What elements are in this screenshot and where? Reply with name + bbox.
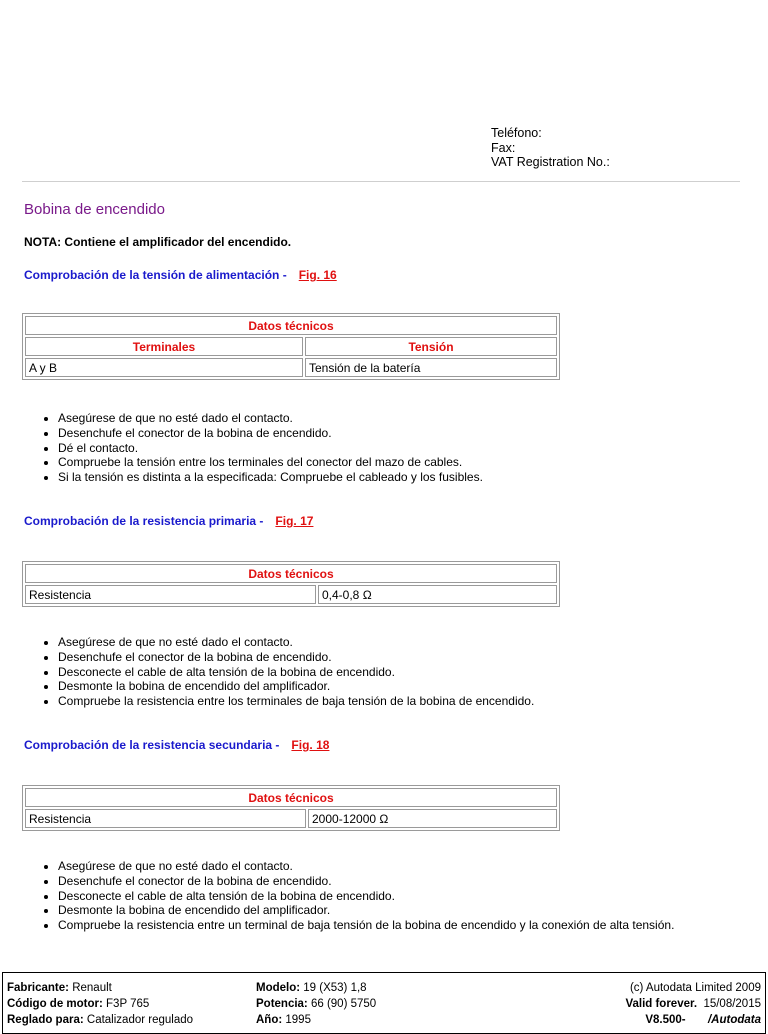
section-heading-text: Comprobación de la resistencia primaria - (24, 514, 264, 528)
fig-16-link[interactable]: Fig. 16 (298, 268, 337, 282)
table-cell: 2000-12000 Ω (308, 809, 557, 828)
list-item: • Desconecte el cable de alta tensión de la bobina de encendido. (58, 665, 534, 680)
list-item: • Si la tensión es distinta a la especificada: Compruebe el cableado y los fusibles. (58, 470, 483, 485)
column-header: Terminales (25, 337, 303, 356)
tech-data-table (22, 313, 560, 380)
section-heading-primary-resistance (24, 514, 313, 528)
vat-label: VAT Registration No.: (491, 155, 610, 170)
list-item: • Compruebe la tensión entre los terminales del conector del mazo de cables. (58, 455, 483, 470)
fabricante-value: Renault (72, 982, 112, 994)
list-item: • Desmonte la bobina de encendido del amplificador. (58, 903, 674, 918)
divider (22, 181, 740, 182)
fax-label: Fax: (491, 140, 516, 155)
ano-label: Año: (256, 1014, 283, 1026)
table-cell: Tensión de la batería (305, 358, 557, 377)
reglado-value: Catalizador regulado (86, 1014, 194, 1026)
list-item: • Asegúrese de que no esté dado el contacto. (58, 411, 483, 426)
section-heading-secondary-resistance (24, 738, 329, 752)
page-title: Bobina de encendido (24, 201, 165, 218)
list-item: • Asegúrese de que no esté dado el contacto. (58, 859, 674, 874)
valid-date: 15/08/2015 (703, 998, 761, 1010)
modelo-label: Modelo: (256, 982, 301, 994)
column-header: Tensión (305, 337, 557, 356)
reglado-label: Reglado para: (7, 1014, 84, 1026)
list-item: • Compruebe la resistencia entre un terminal de baja tensión de la bobina de encendido y la conexión de alta tensión. (58, 918, 674, 933)
list-item: • Desmonte la bobina de encendido del amplificador. (58, 679, 534, 694)
list-item: • Desenchufe el conector de la bobina de encendido. (58, 874, 674, 889)
section-heading-supply-voltage (24, 268, 337, 282)
list-item: • Asegúrese de que no esté dado el contacto. (58, 635, 534, 650)
table-cell: A y B (25, 358, 303, 377)
version: V8.500- (645, 1014, 686, 1026)
copyright: (c) Autodata Limited 2009 (629, 982, 761, 994)
steps-list (24, 411, 483, 485)
list-item: • Desconecte el cable de alta tensión de la bobina de encendido. (58, 889, 674, 904)
table-caption: Datos técnicos (25, 564, 557, 583)
list-item: • Compruebe la resistencia entre los terminales de baja tensión de la bobina de encendido. (58, 694, 534, 709)
modelo-value: 19 (X53) 1,8 (303, 982, 367, 994)
fabricante-label: Fabricante: (7, 982, 69, 994)
footer (2, 972, 766, 1034)
table-caption: Datos técnicos (25, 316, 557, 335)
fig-18-link[interactable]: Fig. 18 (291, 738, 330, 752)
fig-17-link[interactable]: Fig. 17 (275, 514, 314, 528)
contact-block (491, 126, 610, 170)
codigo-label: Código de motor: (7, 998, 103, 1010)
table-caption: Datos técnicos (25, 788, 557, 807)
note: NOTA: Contiene el amplificador del encendido. (24, 235, 292, 249)
footer-vehicle (7, 980, 193, 1028)
telefono-label: Teléfono: (491, 126, 542, 140)
footer-model (256, 980, 376, 1028)
codigo-value: F3P 765 (106, 998, 150, 1010)
section-heading-text: Comprobación de la tensión de alimentación - (24, 268, 287, 282)
list-item: • Desenchufe el conector de la bobina de encendido. (58, 426, 483, 441)
list-item: • Dé el contacto. (58, 441, 483, 456)
steps-list (24, 635, 534, 709)
autodata-logo: /Autodata (707, 1014, 761, 1026)
valid-label: Valid forever. (625, 998, 698, 1010)
table-cell: 0,4-0,8 Ω (318, 585, 557, 604)
potencia-label: Potencia: (256, 998, 308, 1010)
potencia-value: 66 (90) 5750 (310, 998, 377, 1010)
footer-copyright (625, 980, 761, 1028)
table-cell: Resistencia (25, 585, 316, 604)
tech-data-table (22, 785, 560, 831)
section-heading-text: Comprobación de la resistencia secundaria - (24, 738, 280, 752)
steps-list (24, 859, 674, 933)
table-cell: Resistencia (25, 809, 306, 828)
ano-value: 1995 (285, 1014, 311, 1026)
tech-data-table (22, 561, 560, 607)
list-item: • Desenchufe el conector de la bobina de encendido. (58, 650, 534, 665)
